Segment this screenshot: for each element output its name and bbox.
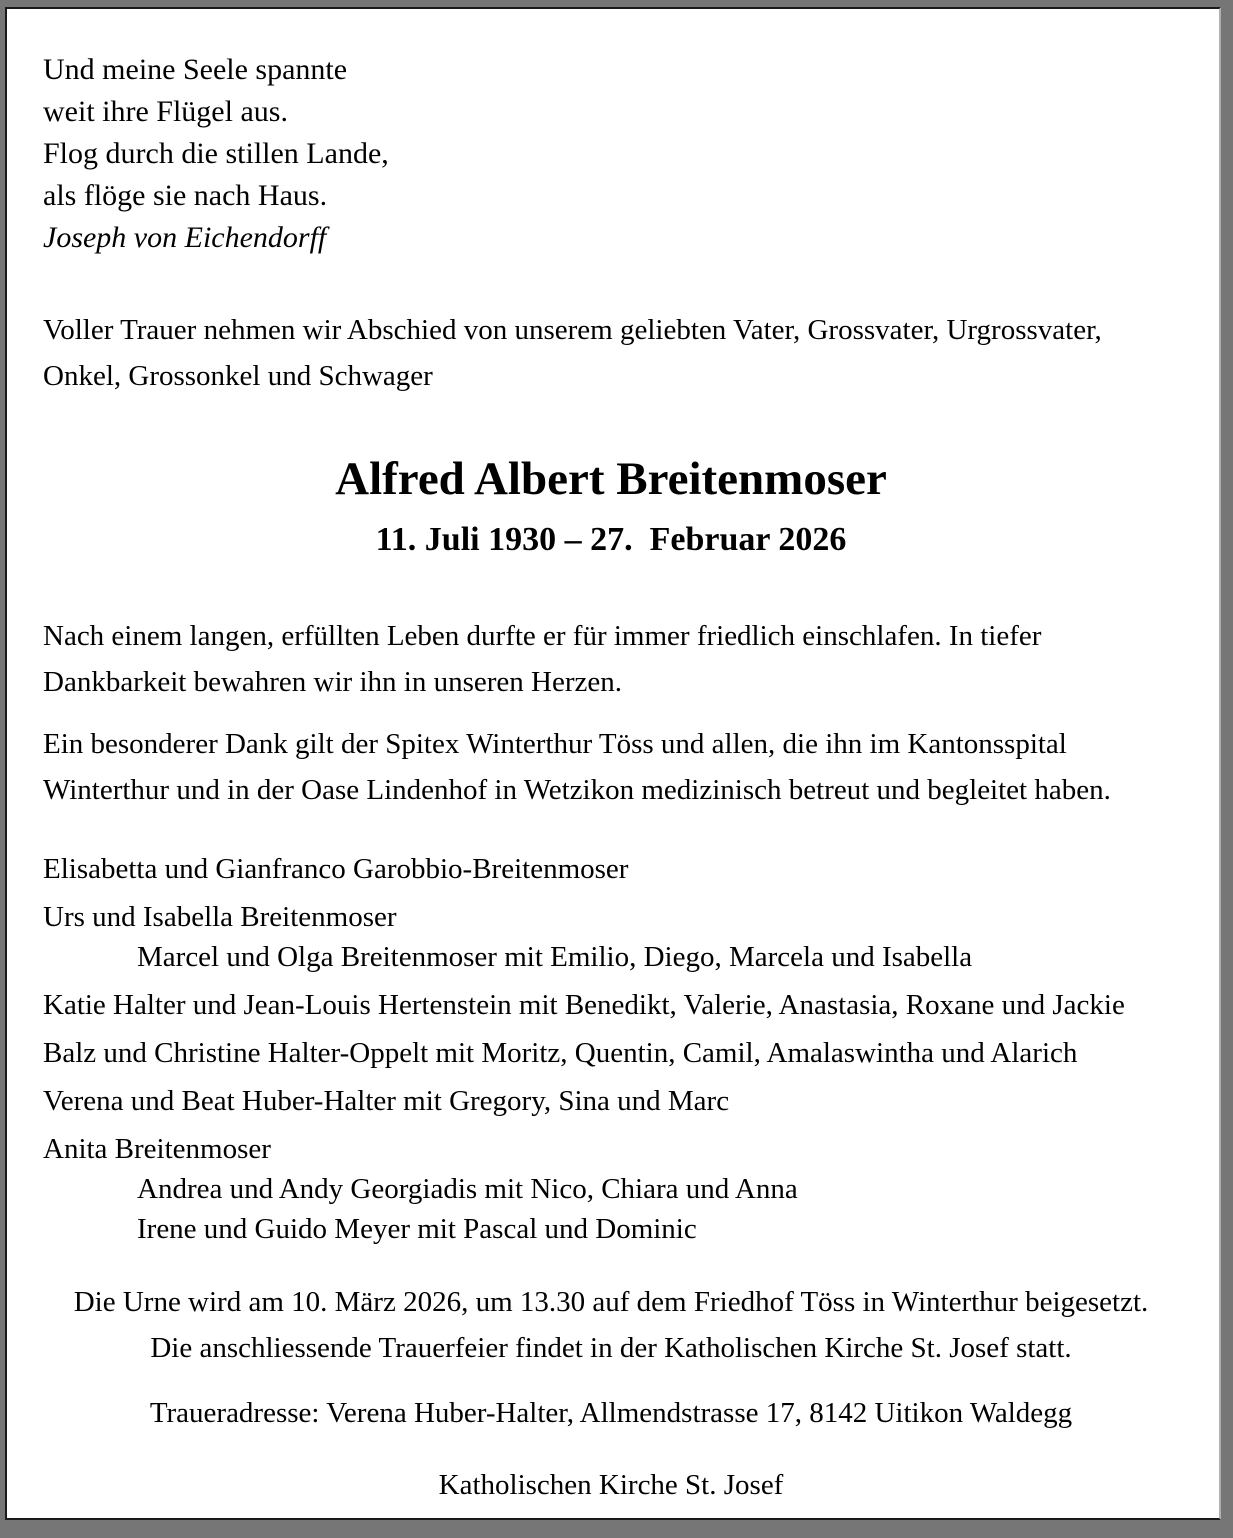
poem-line: Flog durch die stillen Lande, <box>43 137 389 170</box>
family-list <box>43 849 1179 1249</box>
mourning-address: Traueradresse: Verena Huber-Halter, Allmendstrasse 17, 8142 Uitikon Waldegg <box>149 1397 1073 1429</box>
burial-line: Die Urne wird am 10. März 2026, um 13.30 auf dem Friedhof Töss in Winterthur beigesetzt. <box>73 1286 1149 1318</box>
family-line: Elisabetta und Gianfranco Garobbio-Breitenmoser <box>43 853 629 885</box>
deceased-name: Alfred Albert Breitenmoser <box>335 453 887 505</box>
family-line: Urs und Isabella Breitenmoser <box>43 901 397 933</box>
family-line: Balz und Christine Halter-Oppelt mit Moritz, Quentin, Camil, Amalaswintha und Alarich <box>43 1037 1078 1069</box>
family-line: Verena und Beat Huber-Halter mit Gregory, Sina und Marc <box>43 1085 730 1117</box>
paragraph-line: Winterthur und in der Oase Lindenhof in Wetzikon medizinisch betreut und begleitet haben. <box>43 774 1111 806</box>
burial-info <box>43 1279 1179 1371</box>
poem-line: als flöge sie nach Haus. <box>43 179 328 212</box>
poem <box>43 49 1179 259</box>
family-line: Andrea und Andy Georgiadis mit Nico, Chiara und Anna <box>137 1173 798 1205</box>
church-name: Katholischen Kirche St. Josef <box>438 1469 784 1501</box>
family-line: Irene und Guido Meyer mit Pascal und Dominic <box>137 1213 697 1245</box>
thanks-paragraph-2 <box>43 721 1179 813</box>
poem-line: Und meine Seele spannte <box>43 53 348 86</box>
thanks-paragraph-1 <box>43 613 1179 705</box>
poem-author: Joseph von Eichendorff <box>43 221 327 254</box>
intro-paragraph <box>43 307 1179 399</box>
family-line: Marcel und Olga Breitenmoser mit Emilio, Diego, Marcela und Isabella <box>137 941 973 973</box>
deceased-block <box>43 451 1179 561</box>
burial-line: Die anschliessende Trauerfeier findet in der Katholischen Kirche St. Josef statt. <box>150 1332 1072 1364</box>
obituary-page <box>5 7 1221 1520</box>
paragraph-line: Ein besonderer Dank gilt der Spitex Winterthur Töss und allen, die ihn im Kantonsspital <box>43 728 1067 760</box>
paragraph-line: Dankbarkeit bewahren wir ihn in unseren Herzen. <box>43 666 622 698</box>
family-line: Katie Halter und Jean-Louis Hertenstein mit Benedikt, Valerie, Anastasia, Roxane und Jackie <box>43 989 1125 1021</box>
intro-line: Onkel, Grossonkel und Schwager <box>43 360 433 392</box>
family-line: Anita Breitenmoser <box>43 1133 271 1165</box>
intro-line: Voller Trauer nehmen wir Abschied von unserem geliebten Vater, Grossvater, Urgrossvater, <box>43 314 1102 346</box>
poem-line: weit ihre Flügel aus. <box>43 95 288 128</box>
paragraph-line: Nach einem langen, erfüllten Leben durfte er für immer friedlich einschlafen. In tiefer <box>43 620 1042 652</box>
deceased-dates: 11. Juli 1930 – 27. Februar 2026 <box>375 521 847 558</box>
